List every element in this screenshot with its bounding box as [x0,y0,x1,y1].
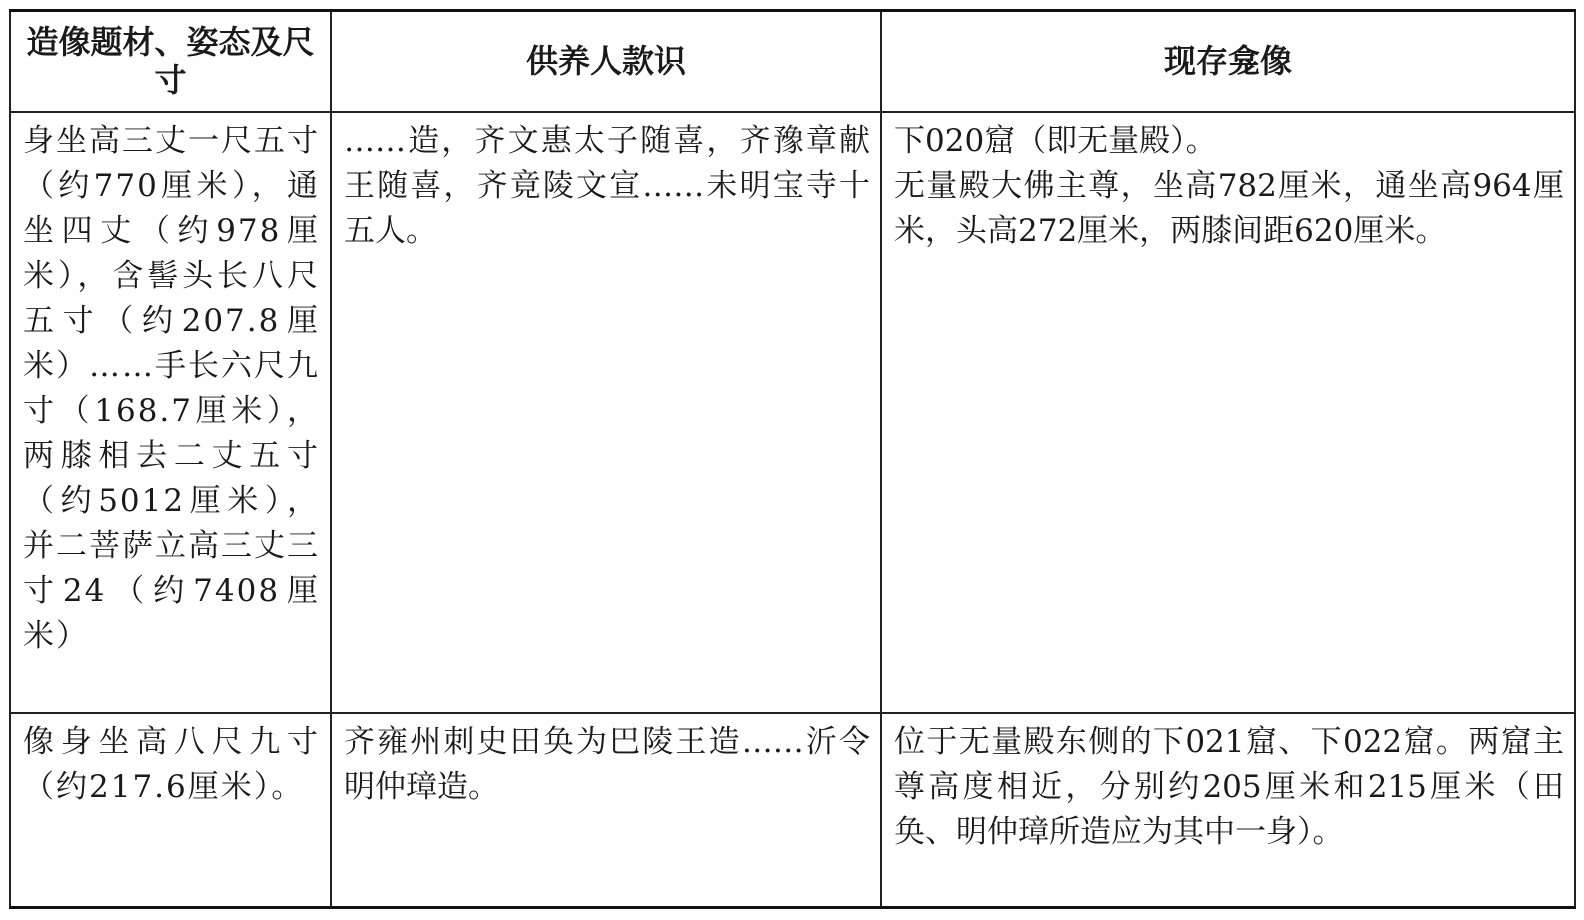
document-table-container [9,9,1574,909]
table-cell-subject [10,713,331,907]
cell-text: 齐雍州刺史田奂为巴陵王造……沂令明仲璋造。 [344,724,870,806]
table-cell-subject [10,112,331,713]
table-cell-donor [331,713,881,907]
statue-comparison-table [9,9,1576,909]
header-existing-niche-statues [881,11,1575,112]
header-donor-inscription-text: 供养人款识 [525,42,686,81]
cell-text: 位于无量殿东侧的下021窟、下022窟。两窟主尊高度相近，分别约205厘米和215厘米（田奂、明仲璋所造应为其中一身）。 [894,724,1564,851]
table-row [10,112,1575,713]
header-subject-posture-size-text: 造像题材、姿态及尺寸 [26,23,315,100]
cell-text: 像身坐高八尺九寸（约217.6厘米）。 [23,724,320,806]
table-cell-existing [881,713,1575,907]
cell-text: 身坐高三丈一尺五寸（约770厘米），通坐四丈（约978厘米），含髻头长八尺五寸（约207.8厘米）……手长六尺九寸（168.7厘米），两膝相去二丈五寸（约5012厘米），并二菩萨立高三丈三寸24（约7408厘米） [23,122,320,654]
header-donor-inscription [331,11,881,112]
cell-text: 下020窟（即无量殿）。 无量殿大佛主尊，坐高782厘米，通坐高964厘米，头高272厘米，两膝间距620厘米。 [894,122,1564,249]
table-row [10,713,1575,907]
table-header-row [10,11,1575,112]
header-existing-niche-statues-text: 现存龛像 [1163,42,1292,81]
table-cell-existing [881,112,1575,713]
table-cell-donor [331,112,881,713]
cell-text: ……造，齐文惠太子随喜，齐豫章献王随喜，齐竟陵文宣……未明宝寺十五人。 [344,122,870,249]
header-subject-posture-size [10,11,331,112]
